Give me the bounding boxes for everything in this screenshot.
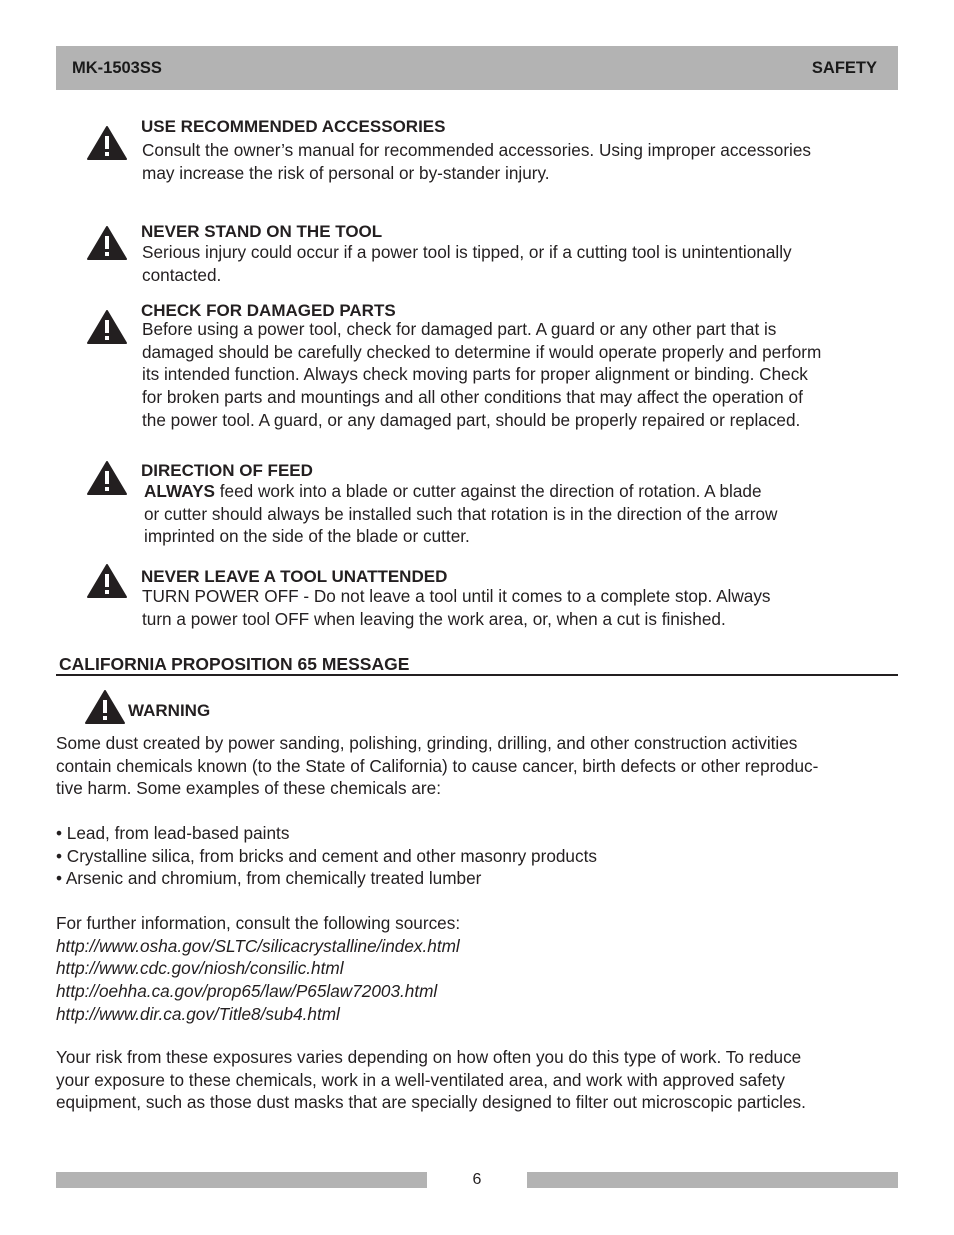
warning-triangle-icon [86,563,128,599]
footer-bar-right [527,1172,898,1188]
closing-line: Your risk from these exposures varies depending on how often you do this type of work. To reduce [56,1047,802,1067]
item-body [142,585,892,630]
warning-triangle-icon [86,125,128,161]
always-emphasis: ALWAYS [144,481,215,501]
source-link[interactable]: http://www.osha.gov/SLTC/silicacrystalline/index.html [56,935,460,956]
closing-line: equipment, such as those dust masks that are specially designed to filter out microscopic particles. [56,1092,806,1113]
prop65-intro [56,732,898,800]
item-title: NEVER STAND ON THE TOOL [141,222,383,241]
body-line: the power tool. A guard, or any damaged part, should be properly repaired or replaced. [142,409,801,430]
body-line [144,480,894,503]
item-body [142,318,892,432]
source-link[interactable]: http://oehha.ca.gov/prop65/law/P65law72003.html [56,981,438,1002]
closing-line: your exposure to these chemicals, work in a well-ventilated area, and work with approved safety [56,1069,785,1090]
list-item: • Crystalline silica, from bricks and cement and other masonry products [56,845,597,866]
intro-line: Some dust created by power sanding, polishing, grinding, drilling, and other construction activities [56,733,798,753]
warning-label: WARNING [128,701,211,720]
item-title: CHECK FOR DAMAGED PARTS [141,301,396,320]
sources-intro: For further information, consult the following sources: [56,913,461,933]
prop65-section-title: CALIFORNIA PROPOSITION 65 MESSAGE [59,654,410,674]
section-name: SAFETY [811,58,877,77]
intro-line: contain chemicals known (to the State of California) to cause cancer, birth defects or other reproduc- [56,755,819,776]
body-line: damaged should be carefully checked to determine if would operate properly and perform [142,341,822,362]
source-link[interactable]: http://www.cdc.gov/niosh/consilic.html [56,958,344,979]
source-link[interactable]: http://www.dir.ca.gov/Title8/sub4.html [56,1003,340,1024]
page-number: 6 [472,1171,482,1188]
prop65-closing [56,1046,898,1114]
body-line: its intended function. Always check moving parts for proper alignment or binding. Check [142,364,808,385]
body-line: or cutter should always be installed such that rotation is in the direction of the arrow [144,503,778,524]
model-number: MK-1503SS [72,58,162,77]
list-item: • Arsenic and chromium, from chemically treated lumber [56,868,482,889]
body-line: Consult the owner’s manual for recommended accessories. Using improper accessories [142,140,812,160]
body-line: contacted. [142,264,222,285]
body-line: Before using a power tool, check for damaged part. A guard or any other part that is [142,319,777,339]
body-line: TURN POWER OFF - Do not leave a tool until it comes to a complete stop. Always [142,586,771,606]
body-line: Serious injury could occur if a power tool is tipped, or if a cutting tool is unintentionally [142,242,792,262]
body-line: may increase the risk of personal or by-stander injury. [142,162,550,183]
chemical-list [56,822,898,890]
warning-triangle-icon [86,225,128,261]
section-divider [56,674,898,676]
warning-triangle-icon [84,689,126,725]
item-title: USE RECOMMENDED ACCESSORIES [141,117,446,136]
body-line-text: feed work into a blade or cutter against the direction of rotation. A blade [215,481,762,501]
list-item: • Lead, from lead-based paints [56,823,290,843]
item-body [142,241,892,286]
body-line: for broken parts and mountings and all other conditions that may affect the operation of [142,387,803,408]
footer-bar-left [56,1172,427,1188]
warning-triangle-icon [86,309,128,345]
body-line: imprinted on the side of the blade or cutter. [144,526,470,547]
body-line: turn a power tool OFF when leaving the work area, or, when a cut is finished. [142,608,726,629]
page-header [56,46,898,90]
sources-block [56,912,898,1026]
item-title: NEVER LEAVE A TOOL UNATTENDED [141,567,448,586]
warning-triangle-icon [86,460,128,496]
item-body [144,480,894,548]
item-body [142,139,892,184]
item-title: DIRECTION OF FEED [141,461,313,480]
intro-line: tive harm. Some examples of these chemicals are: [56,778,441,799]
